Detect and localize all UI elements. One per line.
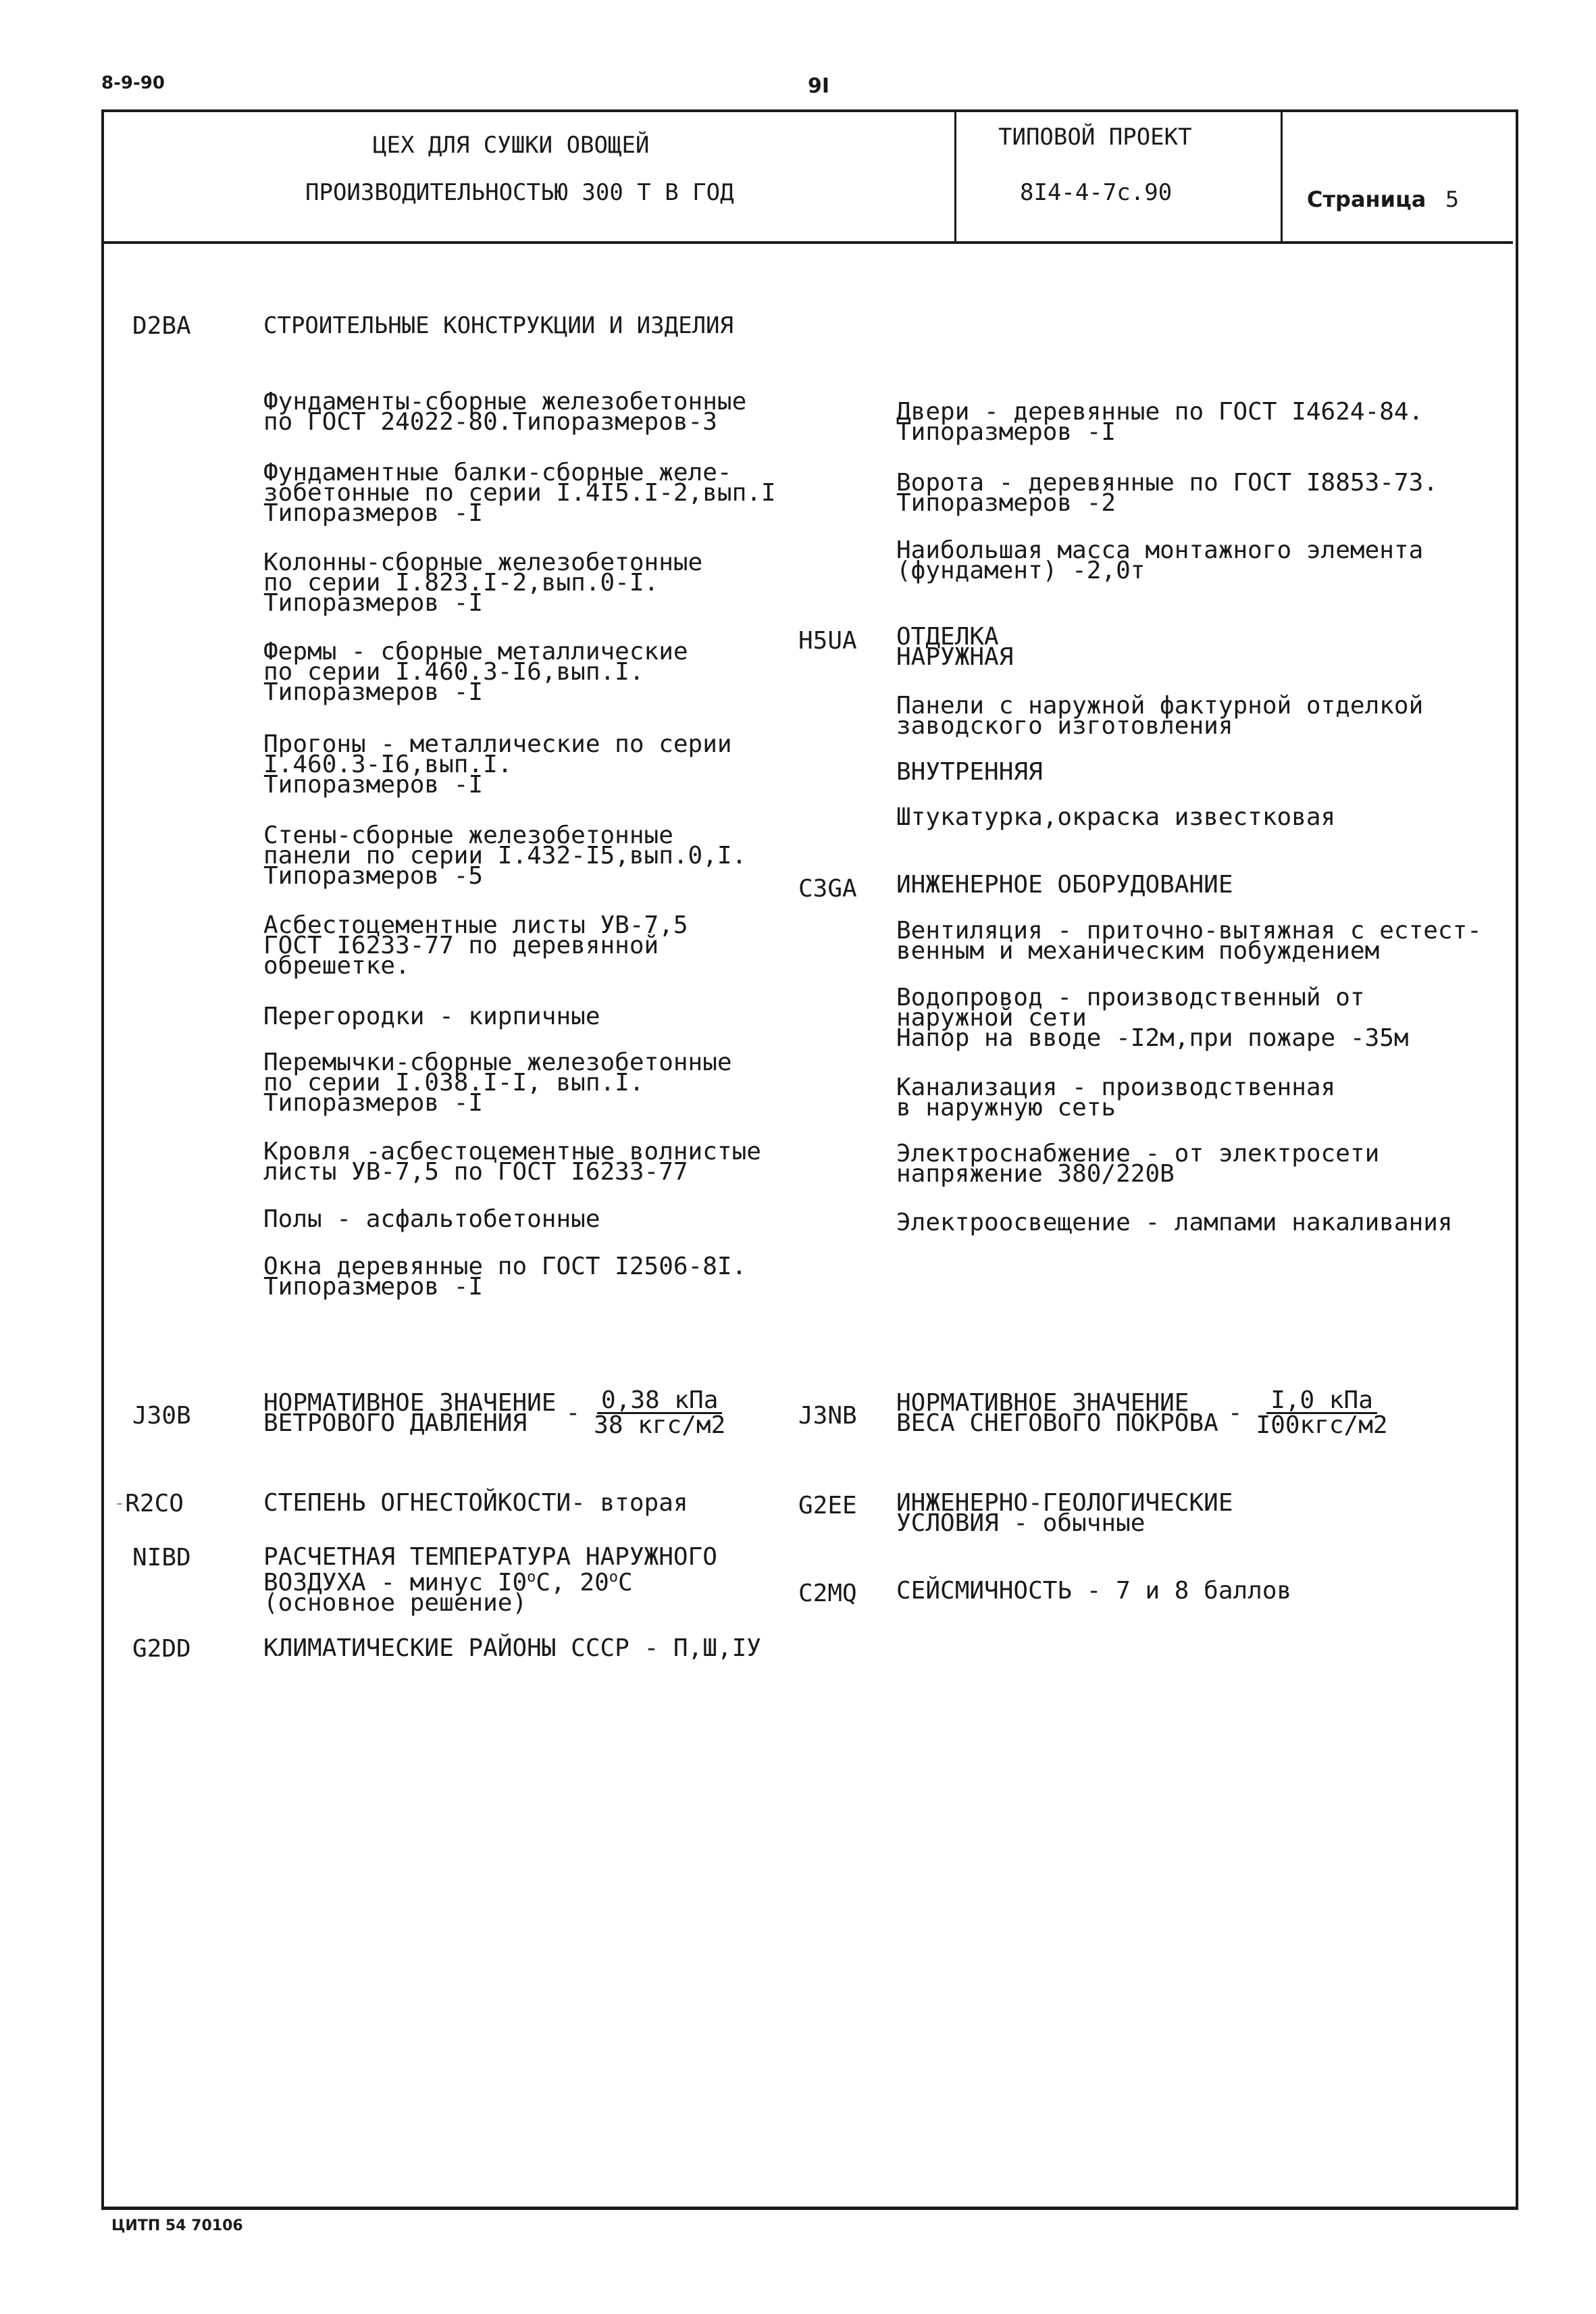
- project-number: 8I4-4-7с.90: [1020, 179, 1173, 206]
- project-label: ТИПОВОЙ ПРОЕКТ: [998, 124, 1192, 151]
- page-value: 5: [1445, 186, 1460, 212]
- param-code-n1bd: NIBD: [132, 1544, 191, 1571]
- left-item-3: Колонны-сборные железобетонные по серии I.823.I-2,вып.0-I. Типоразмеров -I: [263, 549, 703, 617]
- title-block: [101, 109, 1513, 244]
- snow-load: НОРМАТИВНОЕ ЗНАЧЕНИЕ ВЕСА СНЕГОВОГО ПОКРОВА - $\frac{\text{I,0 кПа}}{\text{I00кгс/м2}}$: [896, 1386, 1388, 1439]
- title-divider-2: [1281, 109, 1283, 241]
- outer-finish-text: Панели с наружной фактурной отделкой заводского изготовления: [896, 692, 1424, 740]
- equipment-item-3: Канализация - производственная в наружную сеть: [896, 1074, 1336, 1122]
- geology-conditions: ИНЖЕНЕРНО-ГЕОЛОГИЧЕСКИЕ УСЛОВИЯ - обычные: [896, 1489, 1233, 1537]
- inner-finish-title: ВНУТРЕННЯЯ: [896, 758, 1043, 786]
- param-code-r2co: ⁻R2CO: [115, 1490, 184, 1517]
- left-item-9: Перемычки-сборные железобетонные по серии I.038.I-I, вып.I. Типоразмеров -I: [263, 1049, 732, 1117]
- left-item-2: Фундаментные балки-сборные желе- зобетонные по серии I.4I5.I-2,вып.I Типоразмеров -I: [263, 459, 776, 527]
- seismicity: СЕЙСМИЧНОСТЬ - 7 и 8 баллов: [896, 1577, 1292, 1605]
- inner-finish-text: Штукатурка,окраска известковая: [896, 803, 1336, 831]
- param-code-c2mq: C2MQ: [798, 1580, 857, 1607]
- equipment-item-2: Водопровод - производственный от наружной сети Напор на вводе -I2м,при пожаре -35м: [896, 984, 1409, 1052]
- climate-regions: КЛИМАТИЧЕСКИЕ РАЙОНЫ СССР - П,Ш,IУ: [263, 1634, 761, 1662]
- equipment-item-1: Вентиляция - приточно-вытяжная с естест- венным и механическим побуждением: [896, 917, 1482, 965]
- section-title-d2ba: СТРОИТЕЛЬНЫЕ КОНСТРУКЦИИ И ИЗДЕЛИЯ: [263, 312, 733, 339]
- param-code-g2ee: G2EE: [798, 1492, 857, 1519]
- section-title-c3ga: ИНЖЕНЕРНОЕ ОБОРУДОВАНИЕ: [896, 871, 1233, 899]
- page-label: Страница: [1307, 186, 1426, 212]
- left-item-4: Фермы - сборные металлические по серии I.460.3-I6,вып.I. Типоразмеров -I: [263, 638, 688, 706]
- right-item-2: Ворота - деревянные по ГОСТ I8853-73. Типоразмеров -2: [896, 469, 1438, 517]
- page-number: 9I: [808, 74, 830, 98]
- section-code-d2ba: D2BA: [132, 312, 191, 340]
- param-code-j30b: J30B: [132, 1402, 191, 1430]
- section-code-h5ua: H5UA: [798, 627, 857, 655]
- wind-pressure: НОРМАТИВНОЕ ЗНАЧЕНИЕ ВЕТРОВОГО ДАВЛЕНИЯ - $\frac{\text{0,38 кПа}}{\text{38 кгс/м2}}$: [263, 1386, 726, 1439]
- left-item-1: Фундаменты-сборные железобетонные по ГОСТ 24022-80.Типоразмеров-3: [263, 388, 747, 436]
- equipment-item-5: Электроосвещение - лампами накаливания: [896, 1209, 1453, 1236]
- left-item-8: Перегородки - кирпичные: [263, 1003, 600, 1030]
- section-code-c3ga: C3GA: [798, 875, 857, 903]
- left-item-10: Кровля -асбестоцементные волнистые листы УВ-7,5 по ГОСТ I6233-77: [263, 1138, 761, 1186]
- left-item-11: Полы - асфальтобетонные: [263, 1205, 600, 1233]
- right-item-1: Двери - деревянные по ГОСТ I4624-84. Типоразмеров -I: [896, 398, 1424, 446]
- section-title-h5ua: ОТДЕЛКА НАРУЖНАЯ: [896, 623, 1014, 671]
- title-divider-1: [954, 109, 956, 241]
- equipment-item-4: Электроснабжение - от электросети напряжение 380/220В: [896, 1140, 1380, 1188]
- doc-title-line2: ПРОИЗВОДИТЕЛЬНОСТЬЮ 300 Т В ГОД: [305, 179, 734, 206]
- outdoor-temperature: РАСЧЕТНАЯ ТЕМПЕРАТУРА НАРУЖНОГО ВОЗДУХА - минус I0$^o$С, 20$^o$С (основное решение): [263, 1543, 717, 1617]
- date-mark: 8-9-90: [101, 73, 165, 93]
- page-indicator: [1307, 186, 1459, 213]
- param-code-j3nb: J3NB: [798, 1402, 857, 1430]
- right-item-3: Наибольшая масса монтажного элемента (фундамент) -2,0т: [896, 536, 1424, 584]
- left-item-12: Окна деревянные по ГОСТ I2506-8I. Типоразмеров -I: [263, 1253, 747, 1301]
- doc-title-line1: ЦЕХ ДЛЯ СУШКИ ОВОЩЕЙ: [373, 132, 650, 159]
- fire-resistance: СТЕПЕНЬ ОГНЕСТОЙКОСТИ- вторая: [263, 1489, 688, 1517]
- print-stamp: ЦИТП 54 70106: [111, 2217, 243, 2234]
- left-item-6: Стены-сборные железобетонные панели по серии I.432-I5,вып.0,I. Типоразмеров -5: [263, 822, 747, 890]
- left-item-7: Асбестоцементные листы УВ-7,5 ГОСТ I6233-77 по деревянной обрешетке.: [263, 911, 688, 980]
- param-code-g2dd: G2DD: [132, 1635, 191, 1663]
- left-item-5: Прогоны - металлические по серии I.460.3-I6,вып.I. Типоразмеров -I: [263, 730, 732, 799]
